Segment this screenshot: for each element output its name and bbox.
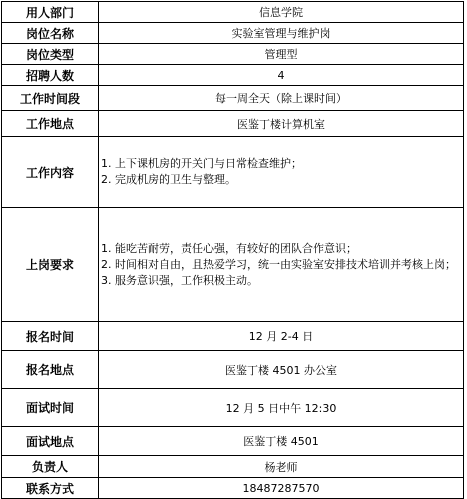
work-hours-value: 每一周全天（除上课时间） bbox=[99, 86, 464, 111]
table-row bbox=[2, 351, 464, 389]
requirements-line: 2. 时间相对自由，且热爱学习，统一由实验室安排技术培训并考核上岗； bbox=[101, 257, 456, 271]
table-row bbox=[2, 456, 464, 478]
table-row bbox=[2, 322, 464, 351]
table-row bbox=[2, 478, 464, 499]
position-type-label: 岗位类型 bbox=[2, 44, 99, 65]
table-row bbox=[2, 65, 464, 86]
work-location-value: 医鉴丁楼计算机室 bbox=[99, 111, 464, 137]
contact-info-value: 18487287570 bbox=[99, 478, 464, 499]
requirements-line: 3. 服务意识强，工作积极主动。 bbox=[101, 273, 258, 287]
registration-location-label: 报名地点 bbox=[2, 351, 99, 389]
requirements-line: 1. 能吃苦耐劳，责任心强，有较好的团队合作意识； bbox=[101, 241, 357, 255]
requirements-label: 上岗要求 bbox=[2, 208, 99, 322]
contact-person-value: 杨老师 bbox=[99, 456, 464, 478]
job-duties-value bbox=[99, 137, 464, 208]
table-row bbox=[2, 389, 464, 427]
position-name-value: 实验室管理与维护岗 bbox=[99, 23, 464, 44]
work-location-label: 工作地点 bbox=[2, 111, 99, 137]
table-row bbox=[2, 208, 464, 322]
interview-time-label: 面试时间 bbox=[2, 389, 99, 427]
job-duties-label: 工作内容 bbox=[2, 137, 99, 208]
registration-time-label: 报名时间 bbox=[2, 322, 99, 351]
table-row bbox=[2, 2, 464, 23]
job-duties-line: 2. 完成机房的卫生与整理。 bbox=[101, 173, 236, 186]
position-type-value: 管理型 bbox=[99, 44, 464, 65]
contact-person-label: 负责人 bbox=[2, 456, 99, 478]
table-row bbox=[2, 137, 464, 208]
job-duties-line: 1. 上下课机房的开关门与日常检查维护； bbox=[101, 157, 302, 170]
work-hours-label: 工作时间段 bbox=[2, 86, 99, 111]
table-row bbox=[2, 111, 464, 137]
table-row bbox=[2, 86, 464, 111]
registration-location-value: 医鉴丁楼 4501 办公室 bbox=[99, 351, 464, 389]
table-row bbox=[2, 427, 464, 456]
department-label: 用人部门 bbox=[2, 2, 99, 23]
job-posting-table bbox=[1, 1, 464, 499]
headcount-value: 4 bbox=[99, 65, 464, 86]
requirements-value bbox=[99, 208, 464, 322]
department-value: 信息学院 bbox=[99, 2, 464, 23]
registration-time-value: 12 月 2-4 日 bbox=[99, 322, 464, 351]
position-name-label: 岗位名称 bbox=[2, 23, 99, 44]
table-row bbox=[2, 44, 464, 65]
interview-location-label: 面试地点 bbox=[2, 427, 99, 456]
headcount-label: 招聘人数 bbox=[2, 65, 99, 86]
interview-time-value: 12 月 5 日中午 12:30 bbox=[99, 389, 464, 427]
table-row bbox=[2, 23, 464, 44]
contact-info-label: 联系方式 bbox=[2, 478, 99, 499]
interview-location-value: 医鉴丁楼 4501 bbox=[99, 427, 464, 456]
